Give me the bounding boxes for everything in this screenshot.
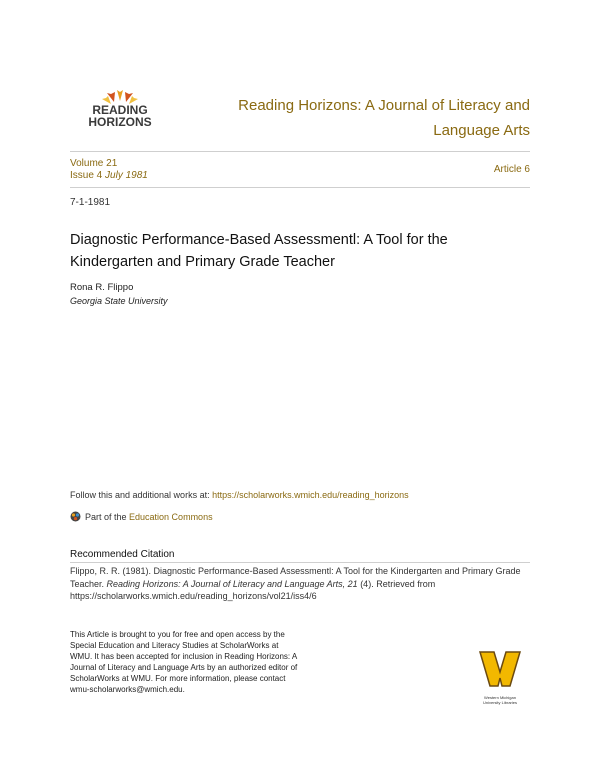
publication-date: 7-1-1981: [70, 197, 111, 208]
author-affiliation: Georgia State University: [70, 296, 168, 306]
wmu-caption2: University Libraries: [482, 700, 517, 705]
citation-plain: Flippo, R. R. (1981). Diagnostic Performance-Based Assessmentl: A Tool for the Kindergarten and Primary Grade Teacher.: [70, 566, 521, 589]
education-commons-link[interactable]: Education Commons: [129, 511, 213, 522]
part-of-prefix: Part of the: [85, 511, 130, 522]
follow-line: [70, 490, 409, 500]
sunburst-icon: [102, 90, 138, 104]
reading-horizons-logo[interactable]: [80, 88, 160, 132]
notice-end: .: [182, 685, 185, 694]
issue-link[interactable]: Issue 4: [70, 170, 103, 181]
issue-date: July 1981: [105, 170, 148, 181]
journal-title[interactable]: Reading Horizons: A Journal of Literacy and Language Arts: [238, 97, 530, 139]
article-title[interactable]: Diagnostic Performance-Based Assessmentl: A Tool for the Kindergarten and Primary Grade Teacher: [70, 232, 448, 270]
part-of-line: [70, 511, 213, 522]
notice-text: This Article is brought to you for free and open access by the Special Education and Literacy Studies at ScholarWorks at WMU. It has been accepted for inclusion in Reading Horizons: A Journal of Literacy and Language Arts by an authorized editor of ScholarWorks at WMU. For more information, please contact: [70, 630, 298, 683]
citation-divider: [70, 562, 530, 563]
wmu-w-icon: [465, 650, 535, 690]
author-name[interactable]: Rona R. Flippo: [70, 282, 134, 293]
article-number: Article 6: [493, 164, 530, 175]
wmu-caption1: Western Michigan: [484, 695, 516, 700]
citation-text: [70, 565, 530, 603]
follow-text: Follow this and additional works at:: [70, 490, 213, 500]
citation-journal: Reading Horizons: A Journal of Literacy and Language Arts, 21: [106, 578, 358, 589]
volume-issue: [70, 158, 148, 182]
logo-line2: HORIZONS: [88, 115, 152, 129]
meta-divider: [70, 187, 530, 188]
open-access-notice: [70, 629, 300, 695]
recommended-citation-heading: Recommended Citation: [70, 549, 175, 560]
header-divider: [70, 151, 530, 152]
citation-url-link[interactable]: https://scholarworks.wmich.edu/reading_horizons/vol21/iss4/6: [70, 591, 317, 601]
follow-url-link[interactable]: https://scholarworks.wmich.edu/reading_horizons: [212, 490, 409, 500]
commons-network-icon: [70, 511, 81, 522]
wmu-logo[interactable]: [465, 650, 535, 706]
citation-after: (4). Retrieved from: [357, 578, 436, 589]
contact-email-link[interactable]: wmu-scholarworks@wmich.edu: [70, 685, 183, 694]
logo-line1: READING: [92, 103, 148, 117]
volume-link[interactable]: Volume 21: [70, 158, 118, 169]
